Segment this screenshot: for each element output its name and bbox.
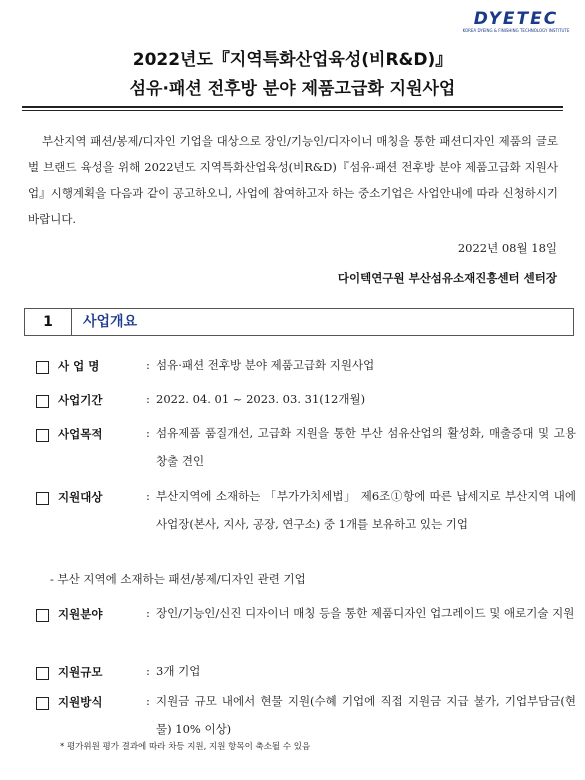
- item-value: 섬유·패션 전후방 분야 제품고급화 지원사업: [156, 358, 375, 372]
- item-key: 사업목적: [58, 427, 103, 441]
- section-label: 사업개요: [83, 314, 138, 330]
- document-title-line1: 2022년도『지역특화산업육성(비R&D)』: [132, 50, 453, 70]
- item-value: 장인/기능인/신진 디자이너 매칭 등을 통한 제품디자인 업그레이드 및 애로기술 지원: [156, 606, 575, 620]
- announcement-date: 2022년 08월 18일: [457, 241, 557, 255]
- item-value: 섬유제품 품질개선, 고급화 지원을 통한 부산 섬유산업의 활성화, 매출증대 및 고용창출 견인: [156, 426, 576, 468]
- checkbox-icon: [36, 429, 49, 442]
- item-value: 부산지역에 소재하는 「부가가치세법」 제6조①항에 따른 납세지로 부산지역 내에 사업장(본사, 지사, 공장, 연구소) 중 1개를 보유하고 있는 기업: [156, 489, 576, 531]
- item-key: 지원대상: [58, 490, 103, 504]
- dyetec-logo: [461, 10, 571, 34]
- item-key: 사업기간: [58, 393, 103, 407]
- item-key: 지원분야: [58, 607, 103, 621]
- item-key: 지원규모: [58, 665, 103, 679]
- section-header: [24, 308, 574, 336]
- document-title-line2: 섬유·패션 전후방 분야 제품고급화 지원사업: [129, 79, 456, 99]
- intro-text: 부산지역 패션/봉제/디자인 기업을 대상으로 장인/기능인/디자이너 매칭을 통한 패션디자인 제품의 글로벌 브랜드 육성을 위해 2022년도 지역특화산업육성(비R&D)『섬유·패션 전후방 분야 제품고급화 지원사업』시행계획을 다음과 같이 공고하오니, 사업에 참여하고자 하는 중소기업은 사업안내에 따라 신청하시기 바랍니다.: [28, 134, 558, 226]
- footnote: * 평가위원 평가 결과에 따라 차등 지원, 지원 항목이 축소될 수 있음: [60, 742, 311, 752]
- intro-paragraph: [28, 128, 558, 232]
- item-key: 사 업 명: [58, 359, 100, 373]
- item-value: 3개 기업: [156, 664, 201, 678]
- logo-subtitle: KOREA DYEING & FINISHING TECHNOLOGY INSTITUTE: [462, 28, 570, 33]
- logo-text: DYETEC: [473, 9, 559, 29]
- item-key: 지원방식: [58, 695, 103, 709]
- checkbox-icon: [36, 697, 49, 710]
- checkbox-icon: [36, 361, 49, 374]
- section-number: 1: [25, 309, 72, 335]
- support-target-note: - 부산 지역에 소재하는 패션/봉제/디자인 관련 기업: [50, 572, 306, 586]
- item-value: 2022. 04. 01 ~ 2023. 03. 31(12개월): [156, 392, 366, 406]
- checkbox-icon: [36, 667, 49, 680]
- checkbox-icon: [36, 609, 49, 622]
- title-divider: [22, 106, 563, 108]
- title-divider-thin: [22, 110, 563, 111]
- item-value: 지원금 규모 내에서 현물 지원(수혜 기업에 직접 지원금 지급 불가, 기업부담금(현물) 10% 이상): [156, 694, 576, 736]
- signer: 다이텍연구원 부산섬유소재진흥센터 센터장: [337, 271, 557, 285]
- checkbox-icon: [36, 492, 49, 505]
- checkbox-icon: [36, 395, 49, 408]
